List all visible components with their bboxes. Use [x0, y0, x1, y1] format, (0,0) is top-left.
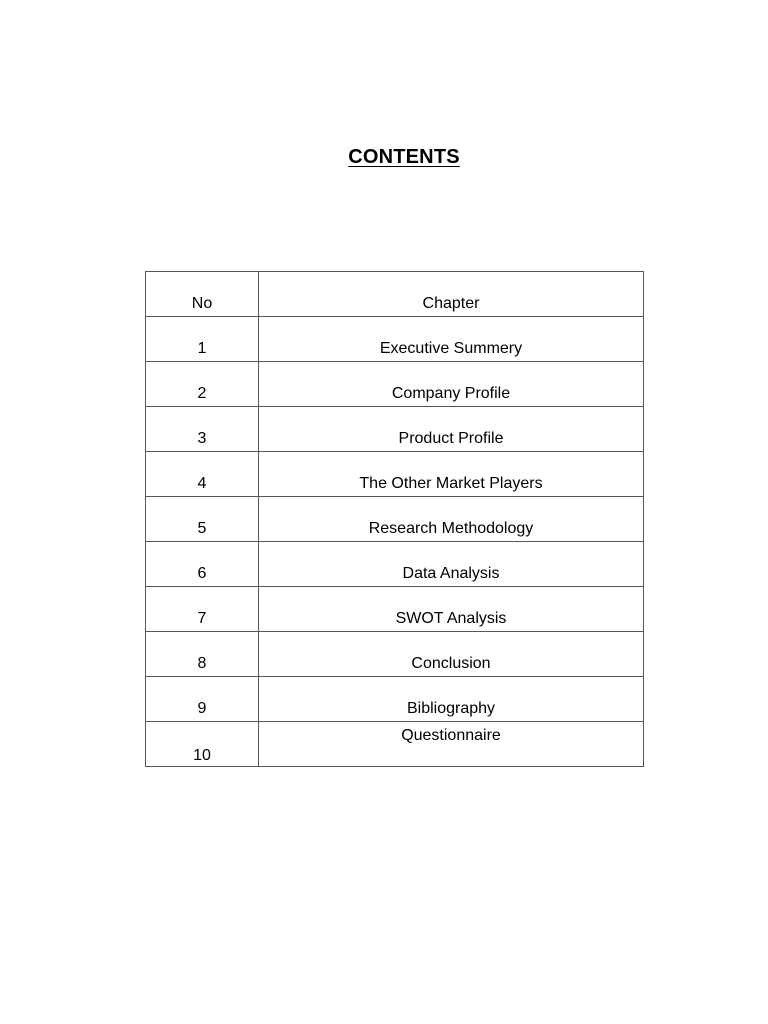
chapter-title: Company Profile: [259, 362, 644, 407]
chapter-title: SWOT Analysis: [259, 587, 644, 632]
table-row: [146, 722, 644, 767]
table-row: [146, 632, 644, 677]
contents-table: [145, 271, 644, 767]
row-number: 3: [146, 407, 259, 452]
row-number: 9: [146, 677, 259, 722]
table-row: [146, 407, 644, 452]
table-row: [146, 542, 644, 587]
chapter-title: Conclusion: [259, 632, 644, 677]
chapter-title: Executive Summery: [259, 317, 644, 362]
table-row: [146, 497, 644, 542]
chapter-title: The Other Market Players: [259, 452, 644, 497]
table-row: [146, 452, 644, 497]
row-number: 2: [146, 362, 259, 407]
table-row: [146, 677, 644, 722]
table-header-row: [146, 272, 644, 317]
chapter-title: Questionnaire: [259, 722, 644, 767]
row-number: 10: [146, 722, 259, 767]
header-chapter: Chapter: [259, 272, 644, 317]
row-number: 7: [146, 587, 259, 632]
row-number: 4: [146, 452, 259, 497]
table-row: [146, 587, 644, 632]
table-row: [146, 317, 644, 362]
row-number: 1: [146, 317, 259, 362]
table-row: [146, 362, 644, 407]
chapter-title: Bibliography: [259, 677, 644, 722]
chapter-title: Product Profile: [259, 407, 644, 452]
row-number: 6: [146, 542, 259, 587]
header-no: No: [146, 272, 259, 317]
chapter-title: Research Methodology: [259, 497, 644, 542]
chapter-title: Data Analysis: [259, 542, 644, 587]
row-number: 5: [146, 497, 259, 542]
page-title: CONTENTS: [348, 146, 460, 168]
row-number: 8: [146, 632, 259, 677]
